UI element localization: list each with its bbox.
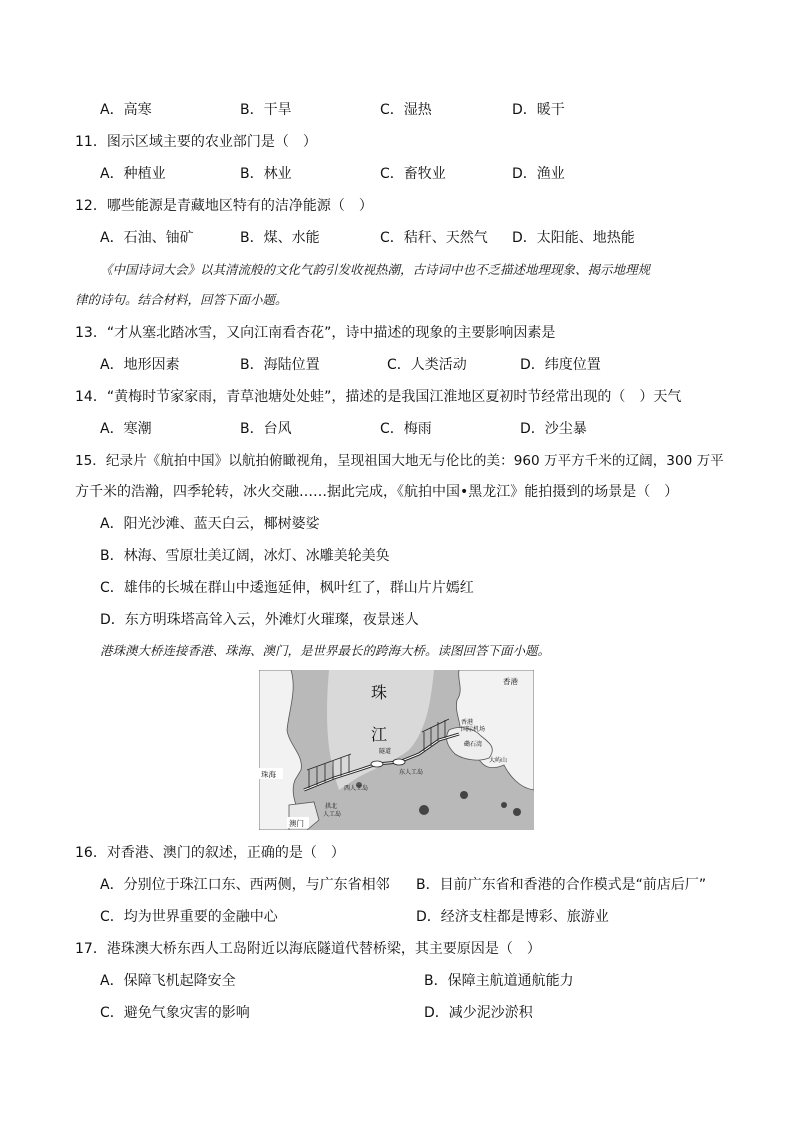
q12-option-c: C．秸秆、天然气 (380, 230, 488, 246)
q11-option-d: D．渔业 (512, 166, 565, 182)
q17-stem: 17．港珠澳大桥东西人工岛附近以海底隧道代替桥梁，其主要原因是（ ） (75, 941, 541, 957)
map-label-airport-1: 香港 (461, 719, 474, 726)
q15-stem-line2: 方千米的浩瀚，四季轮转，冰火交融……据此完成，《航拍中国•黑龙江》能拍摄到的场景是（ ） (75, 484, 679, 500)
q11-option-a: A．种植业 (100, 166, 166, 182)
map-label-zhuhai: 珠海 (261, 770, 276, 779)
q13-option-b: B．海陆位置 (240, 357, 320, 373)
q11-option-c: C．畜牧业 (380, 166, 446, 182)
q12-stem: 12．哪些能源是青藏地区特有的洁净能源（ ） (75, 198, 373, 214)
q13-stem: 13．“才从塞北踏冰雪，又向江南看杏花”，诗中描述的现象的主要影响因素是 (75, 325, 556, 341)
map-label-west-island: 西人工岛 (344, 785, 369, 792)
q12-option-a: A．石油、铀矿 (100, 230, 194, 246)
island-dot (513, 808, 521, 816)
map-label-macau: 澳门 (289, 819, 304, 828)
q10-option-d: D．暖干 (512, 102, 565, 118)
map-label-border1: 拱北 (325, 803, 338, 810)
q14-option-c: C．梅雨 (380, 421, 432, 437)
map-label-tunnel: 隧道 (379, 748, 392, 755)
q16-option-b: B．目前广东省和香港的合作模式是“前店后厂” (416, 877, 707, 893)
map-label-hongkong: 香港 (503, 677, 518, 686)
q17-option-b: B．保障主航道通航能力 (424, 973, 574, 989)
map-label-dayu: 大屿山 (489, 757, 508, 764)
q17-option-a: A．保障飞机起降安全 (100, 973, 236, 989)
island-dot (419, 805, 429, 815)
map-label-bay: 磡石湾 (464, 741, 483, 748)
q10-option-c: C．湿热 (380, 102, 432, 118)
q17-option-d: D．减少泥沙淤积 (424, 1005, 533, 1021)
q10-option-a: A．高寒 (100, 102, 152, 118)
q15-option-c: C．雄伟的长城在群山中逶迤延伸，枫叶红了，群山片片嫣红 (100, 580, 474, 596)
q10-option-b: B．干旱 (240, 102, 292, 118)
map-label-river1: 珠 (371, 683, 388, 702)
hzmb-map (259, 670, 534, 830)
q16-option-a: A．分别位于珠江口东、西两侧，与广东省相邻 (100, 877, 390, 893)
island-dot (460, 791, 468, 799)
q11-option-b: B．林业 (240, 166, 292, 182)
q12-option-b: B．煤、水能 (240, 230, 320, 246)
q15-stem-line1: 15．纪录片《航拍中国》以航拍俯瞰视角，呈现祖国大地无与伦比的美：960 万平方千米的辽阔，300 万平 (75, 453, 724, 469)
west-island-shape (371, 761, 383, 767)
q13-option-c: C．人类活动 (387, 357, 467, 373)
material1-line2: 律的诗句。结合材料，回答下面小题。 (75, 292, 288, 307)
q14-option-a: A．寒潮 (100, 421, 152, 437)
q13-option-a: A．地形因素 (100, 357, 180, 373)
q14-option-d: D．沙尘暴 (520, 421, 587, 437)
q12-option-d: D．太阳能、地热能 (512, 230, 635, 246)
q15-option-d: D．东方明珠塔高耸入云，外滩灯火璀璨，夜景迷人 (100, 612, 419, 628)
material1-line1: 《中国诗词大会》以其清流般的文化气韵引发收视热潮，古诗词中也不乏描述地理现象、揭示地理规 (100, 262, 651, 277)
q15-option-a: A．阳光沙滩、蓝天白云，椰树婆娑 (100, 516, 320, 532)
q16-option-d: D．经济支柱都是博彩、旅游业 (416, 909, 609, 925)
material2-line1: 港珠澳大桥连接香港、珠海、澳门，是世界最长的跨海大桥。读图回答下面小题。 (100, 643, 551, 658)
q16-option-c: C．均为世界重要的金融中心 (100, 909, 278, 925)
q15-option-b: B．林海、雪原壮美辽阔，冰灯、冰雕美轮美奂 (100, 548, 390, 564)
map-label-river2: 江 (371, 725, 388, 744)
q17-option-c: C．避免气象灾害的影响 (100, 1005, 250, 1021)
q14-option-b: B．台风 (240, 421, 292, 437)
q13-option-d: D．纬度位置 (520, 357, 601, 373)
q11-stem: 11．图示区域主要的农业部门是（ ） (75, 134, 317, 150)
east-island-shape (393, 759, 405, 765)
map-label-airport-2: 国际机场 (461, 726, 486, 733)
map-label-border2: 人工岛 (323, 811, 342, 818)
island-dot (501, 802, 507, 808)
map-label-east-island: 东人工岛 (399, 769, 424, 776)
q14-stem: 14．“黄梅时节家家雨，青草池塘处处蛙”，描述的是我国江淮地区夏初时节经常出现的（ ）天气 (75, 389, 682, 405)
q16-stem: 16．对香港、澳门的叙述，正确的是（ ） (75, 845, 345, 861)
